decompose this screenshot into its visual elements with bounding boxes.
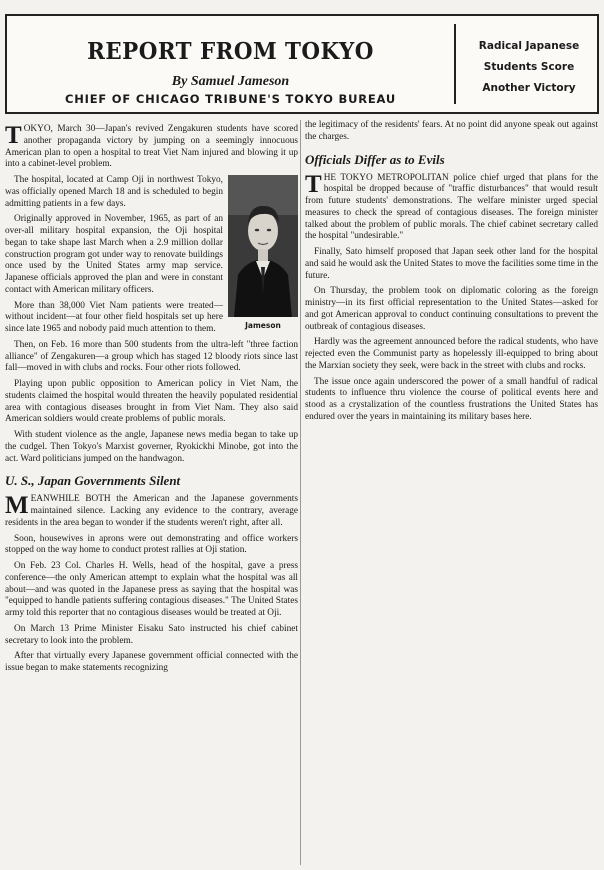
paragraph: On March 13 Prime Minister Eisaku Sato instructed his chief cabinet secretary to look into the problem. — [5, 623, 298, 646]
left-column — [5, 124, 298, 679]
subheading: U. S., Japan Governments Silent — [5, 473, 181, 489]
headline: REPORT FROM TOKYO — [87, 38, 374, 65]
photo-caption: Jameson — [245, 321, 281, 330]
paragraph: The hospital, located at Camp Oji in northwest Tokyo, was officially opened March 18 and is scheduled to begin admitting patients in a few days. — [5, 175, 223, 209]
deck-line-1: Radical Japanese — [478, 40, 580, 52]
paragraph: TOKYO, March 30—Japan's revived Zengakuren students have scored another propaganda victory by jumping on a seemingly innocuous American plan to open a hospital to treat Viet Nam injured and blowing it up into a cabinet-level problem. — [5, 122, 298, 170]
paragraph: Finally, Sato himself proposed that Japan seek other land for the hospital and said he would ask the United States to move the facilities some time in the future. — [305, 247, 598, 281]
drop-cap: M — [5, 492, 29, 520]
paragraph: After that virtually every Japanese government official connected with the issue began to make statements recognizing — [5, 651, 298, 673]
author-photo — [228, 175, 298, 335]
paragraph: On Feb. 23 Col. Charles H. Wells, head of the hospital, gave a press conference—the only American attempt to explain what the hospital was all about—and was quoted in the Japanese press as saying that the hospital was "equipped to handle patients suffering contagious diseases." The United States army told this reporter that no contagious diseases would be treated at Oji. — [5, 561, 298, 618]
bureau-line: CHIEF OF CHICAGO TRIBUNE'S TOKYO BUREAU — [64, 92, 397, 106]
deck-line-3: Another Victory — [482, 82, 576, 94]
paragraph: Originally approved in November, 1965, as part of an over-all military hospital expansion, the Oji hospital began to take shape last March when a 2.9 million dollar construction program got under way to renovate buildings once used by the United States army map service. Japanese officials approved the plan and were in constant contact with American military officers. — [5, 214, 223, 295]
paragraph: the legitimacy of the residents' fears. At no point did anyone speak out against the charges. — [305, 120, 598, 142]
portrait-image — [228, 175, 298, 317]
paragraph: Then, on Feb. 16 more than 500 students from the ultra-left "three faction alliance" of Zengakuren—a group which has staged 12 bloody riots since last fall—moved in with clubs and rocks. Four other riots followed. — [5, 339, 298, 374]
masthead — [5, 14, 599, 114]
paragraph: THE TOKYO METROPOLITAN police chief urged that plans for the hospital be dropped because of "traffic disturbances" that would result from future students' demonstrations. The welfare minister urged special measures to check the spread of contagious diseases. The foreign minister talked about the problem of public morals. The chief cabinet secretary called the hospital "undesirable." — [305, 170, 598, 242]
paragraph: Soon, housewives in aprons were out demonstrating and office workers stopped on the way home to conduct protest rallies at Oji station. — [5, 533, 298, 556]
paragraph: With student violence as the angle, Japanese news media began to take up the cudgel. Then Tokyo's Marxist governer, Ryokickhi Minobe, got into the act. Ward politicians jumped on the handwagon. — [5, 430, 298, 464]
drop-cap: T — [5, 122, 22, 149]
paragraph: Playing upon public opposition to American policy in Viet Nam, the students claimed the hospital would threaten the heavily populated residential area with contagious diseases brought in from Viet Nam. They also said American soldiers would create problems of public morals. — [5, 379, 298, 425]
subheading: Officials Differ as to Evils — [305, 151, 445, 167]
byline: By Samuel Jameson — [171, 74, 290, 89]
drop-cap: T — [305, 170, 322, 198]
deck-headline — [459, 36, 599, 99]
paragraph: Hardly was the agreement announced before the radical students, who have rejected even the Communist party as hopelessly ill-equipped to bring about the Marxian society they seek, were back in the street with clubs and rocks. — [305, 337, 598, 371]
paragraph: More than 38,000 Viet Nam patients were treated—without incident—at four other field hospitals set up here since late 1965 and nobody paid much attention to them. — [5, 300, 223, 334]
deck-line-2: Students Score — [483, 61, 575, 73]
paragraph: The issue once again underscored the power of a small handful of radical students to influence thru violence the course of political events here and stood as a crystalization of the countless frustrations the United States has endured over the years in maintaining its military bases here. — [305, 376, 598, 422]
portrait-icon — [228, 175, 298, 317]
paragraph: MEANWHILE BOTH the American and the Japanese governments maintained silence. Lacking any evidence to the contrary, average residents in the area began to wonder if the students weren't right, after all. — [5, 492, 298, 528]
right-column — [305, 120, 598, 428]
paragraph: On Thursday, the problem took on diplomatic coloring as the foreign ministry—in its first official representation to the United States—asked for and got American approval to conduct continuing consultations to prevent the outbreak of contagious diseases. — [305, 286, 598, 332]
column-rule — [300, 120, 301, 865]
masthead-divider — [454, 24, 456, 104]
